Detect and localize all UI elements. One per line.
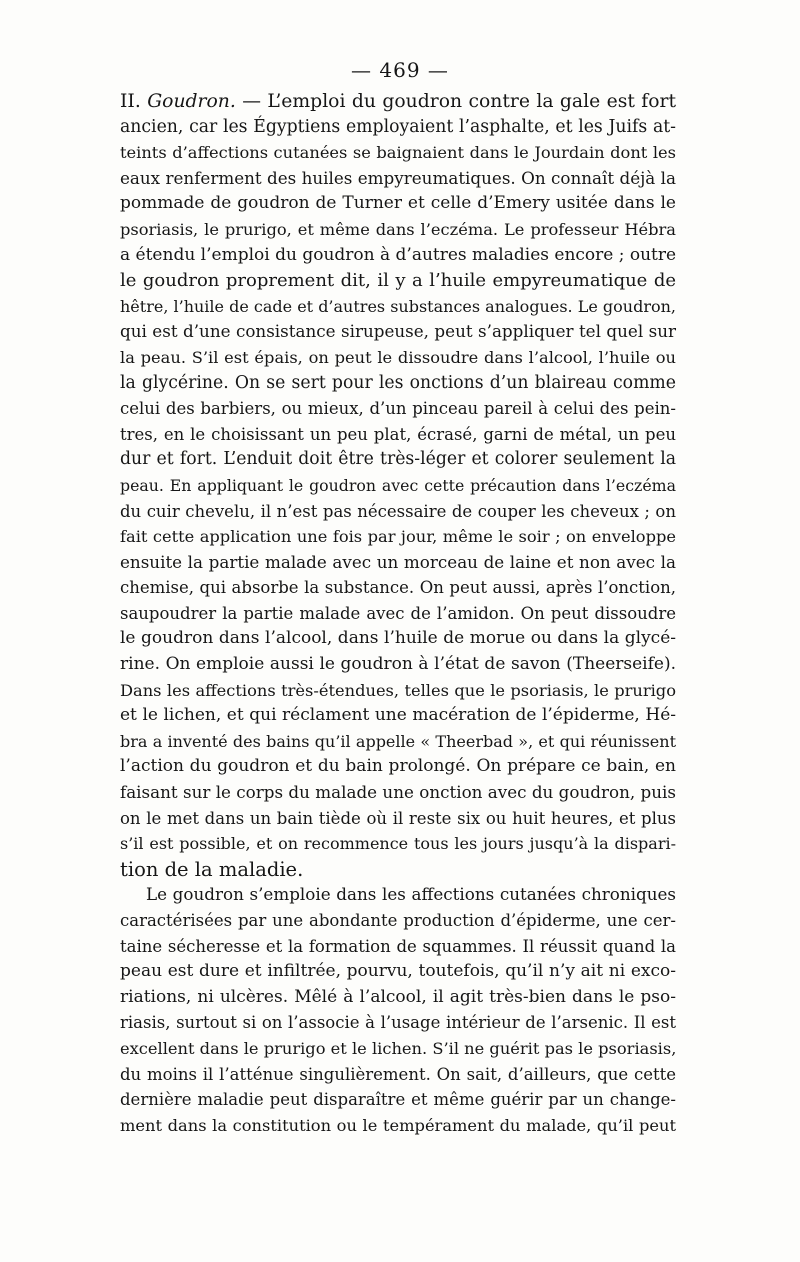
text-line: rine. On emploie aussi le goudron à l’état de savon (Theerseife).: [120, 654, 676, 675]
text-line: taine sécheresse et la formation de squammes. Il réussit quand la: [120, 936, 676, 956]
section-heading-line: [120, 89, 676, 115]
text-line: dernière maladie peut disparaître et même guérir par un change-: [120, 1090, 676, 1110]
paragraph-start-line: Le goudron s’emploie dans les affections cutanées chroniques: [146, 884, 676, 905]
text-line: on le met dans un bain tiède où il reste six ou huit heures, et plus: [120, 808, 676, 828]
text-line: tres, en le choisissant un peu plat, écrasé, garni de métal, un peu: [120, 424, 676, 444]
text-line: teints d’affections cutanées se baignaient dans le Jourdain dont les: [120, 143, 676, 163]
section-prefix: II.: [120, 91, 148, 112]
section-first-line-text: — L’emploi du goudron contre la gale est fort: [235, 91, 676, 112]
text-line: fait cette application une fois par jour, même le soir ; on enveloppe: [120, 527, 676, 547]
text-line: riations, ni ulcères. Mêlé à l’alcool, il agit très-bien dans le pso-: [120, 986, 676, 1007]
text-line: ment dans la constitution ou le tempérament du malade, qu’il peut: [120, 1115, 676, 1135]
body-text: [120, 89, 676, 1138]
text-line: psoriasis, le prurigo, et même dans l’eczéma. Le professeur Hébra: [120, 219, 676, 239]
text-line: Dans les affections très-étendues, telles que le psoriasis, le prurigo: [120, 680, 676, 700]
text-line: l’action du goudron et du bain prolongé. On prépare ce bain, en: [120, 756, 676, 777]
text-line: du moins il l’atténue singulièrement. On sait, d’ailleurs, que cette: [120, 1064, 676, 1084]
text-line: peau. En appliquant le goudron avec cette précaution dans l’eczéma: [120, 475, 676, 495]
text-line: pommade de goudron de Turner et celle d’Emery usitée dans le: [120, 193, 676, 214]
text-line: le goudron proprement dit, il y a l’huile empyreumatique de: [120, 270, 676, 292]
text-line: le goudron dans l’alcool, dans l’huile de morue ou dans la glycé-: [120, 628, 676, 649]
text-line: et le lichen, et qui réclament une macération de l’épiderme, Hé-: [120, 705, 676, 726]
text-line: caractérisées par une abondante production d’épiderme, une cer-: [120, 911, 676, 930]
page-number: — 469 —: [351, 58, 449, 82]
paragraph-end-line: tion de la maladie.: [120, 857, 304, 881]
text-line: la peau. S’il est épais, on peut le dissoudre dans l’alcool, l’huile ou: [120, 347, 676, 367]
text-line: qui est d’une consistance sirupeuse, peut s’appliquer tel quel sur: [120, 321, 676, 342]
text-line: a étendu l’emploi du goudron à d’autres maladies encore ; outre: [120, 244, 677, 265]
text-line: excellent dans le prurigo et le lichen. S’il ne guérit pas le psoriasis,: [120, 1038, 677, 1058]
text-line: s’il est possible, et on recommence tous les jours jusqu’à la dispari-: [120, 834, 676, 854]
text-line: bra a inventé des bains qu’il appelle « Theerbad », et qui réunissent: [120, 731, 676, 751]
text-line: du cuir chevelu, il n’est pas nécessaire de couper les cheveux ; on: [120, 501, 676, 521]
text-line: eaux renferment des huiles empyreumatiques. On connaît déjà la: [120, 167, 676, 188]
text-line: hêtre, l’huile de cade et d’autres substances analogues. Le goudron,: [120, 296, 676, 316]
text-line: la glycérine. On se sert pour les onctions d’un blaireau comme: [120, 372, 676, 393]
text-line: ensuite la partie malade avec un morceau de laine et non avec la: [120, 551, 676, 572]
text-line: saupoudrer la partie malade avec de l’amidon. On peut dissoudre: [120, 603, 676, 623]
text-line: chemise, qui absorbe la substance. On peut aussi, après l’onction,: [120, 578, 676, 598]
text-line: riasis, surtout si on l’associe à l’usage intérieur de l’arsenic. Il est: [120, 1013, 676, 1033]
text-line: ancien, car les Égyptiens employaient l’asphalte, et les Juifs at-: [120, 116, 676, 137]
text-line: celui des barbiers, ou mieux, d’un pinceau pareil à celui des pein-: [120, 399, 676, 419]
text-line: dur et fort. L’enduit doit être très-léger et colorer seulement la: [120, 449, 676, 470]
text-line: faisant sur le corps du malade une onction avec du goudron, puis: [120, 782, 676, 803]
section-title: Goudron.: [147, 91, 236, 112]
text-line: peau est dure et infiltrée, pourvu, toutefois, qu’il n’y ait ni exco-: [120, 961, 676, 982]
